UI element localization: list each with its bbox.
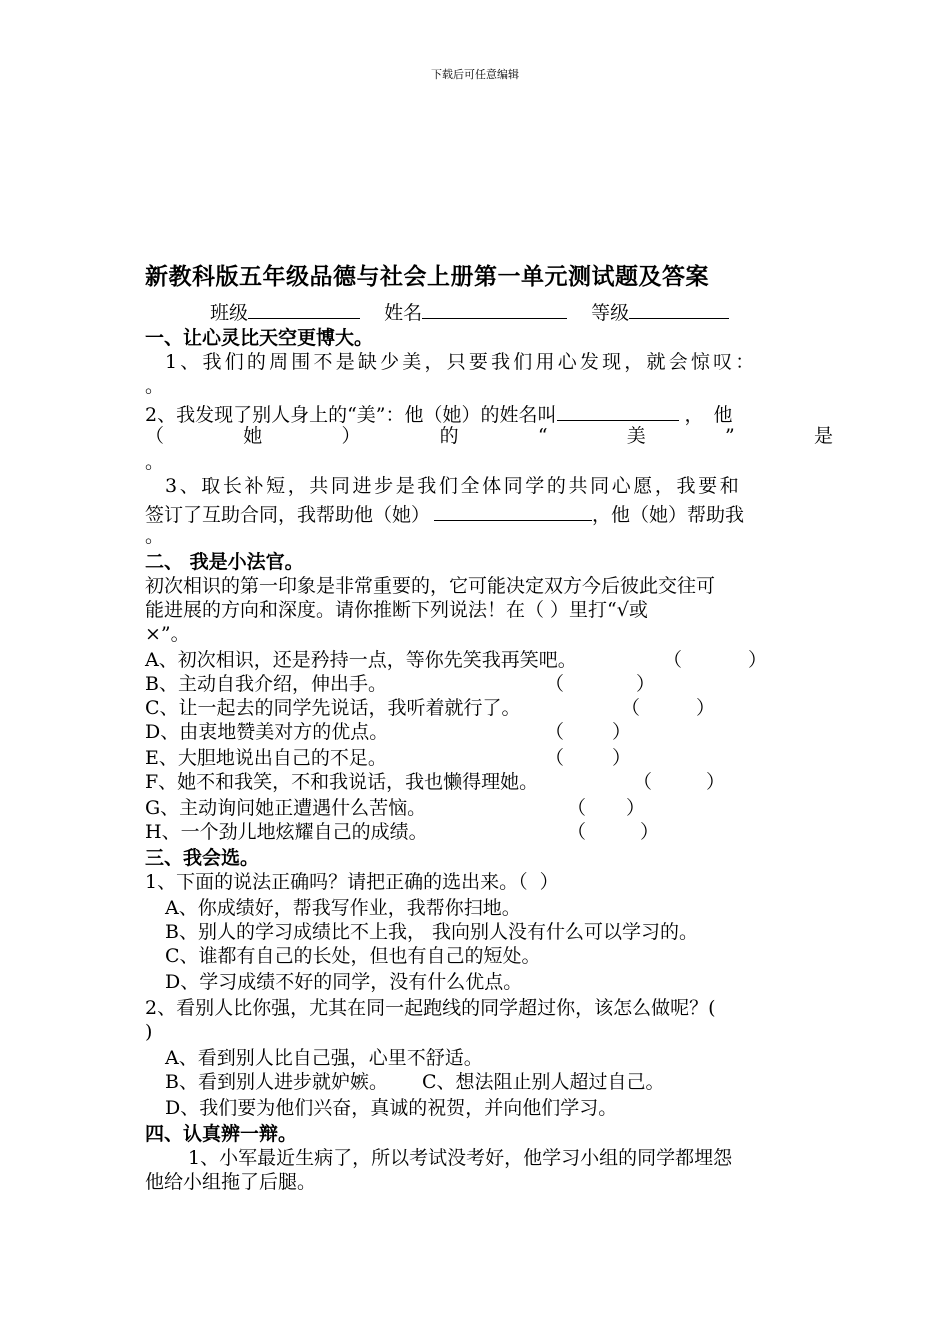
s2-intro2: 能进展的方向和深度。请你推断下列说法！在（ ）里打“√或 xyxy=(145,599,648,621)
s1-q3-blank[interactable] xyxy=(434,500,592,521)
s2-item xyxy=(145,648,768,672)
name-label: 姓名 xyxy=(384,302,423,324)
s2-item xyxy=(145,820,660,844)
s2-item-paren[interactable]: （ ） xyxy=(567,797,646,819)
s2-item xyxy=(145,672,656,696)
section4-heading: 四、认真辨一辩。 xyxy=(145,1123,298,1145)
s1-q2-char: 的 xyxy=(439,425,459,447)
s2-item-paren[interactable]: （ ） xyxy=(663,649,768,671)
s1-q2-char: 她 xyxy=(243,425,263,447)
s2-item-paren[interactable]: （ ） xyxy=(545,747,632,769)
s2-item-text: B、主动自我介绍，伸出手。 xyxy=(145,673,387,695)
s3-q2: 2、看别人比你强，尤其在同一起跑线的同学超过你，该怎么做呢？( xyxy=(145,997,716,1019)
s2-item-paren[interactable]: （ ） xyxy=(545,721,632,743)
s1-q2-char: 美 xyxy=(626,425,646,447)
s2-intro1: 初次相识的第一印象是非常重要的，它可能决定双方今后彼此交往可 xyxy=(145,575,716,597)
s3-q1-option: D、学习成绩不好的同学，没有什么优点。 xyxy=(165,971,523,993)
s2-item-text: G、主动询问她正遭遇什么苦恼。 xyxy=(145,797,427,819)
grade-blank[interactable] xyxy=(629,298,729,319)
s1-q2-char: （ xyxy=(145,425,165,447)
s2-item xyxy=(145,696,716,720)
section1-heading: 一、让心灵比天空更博大。 xyxy=(145,327,374,349)
s3-q2-option: D、我们要为他们兴奋，真诚的祝贺，并向他们学习。 xyxy=(165,1097,618,1119)
s1-q2-end: 。 xyxy=(145,451,165,473)
s2-item xyxy=(145,720,632,744)
document-title: 新教科版五年级品德与社会上册第一单元测试题及答案 xyxy=(145,264,709,290)
s2-item-text: E、大胆地说出自己的不足。 xyxy=(145,747,387,769)
s1-q2-char: ” xyxy=(725,425,735,447)
s1-q3-text: 签订了互助合同，我帮助他（她） xyxy=(145,504,431,526)
s1-q2-row xyxy=(145,424,833,448)
grade-label: 等级 xyxy=(591,302,630,324)
s2-item-text: F、她不和我笑，不和我说话，我也懒得理她。 xyxy=(145,771,539,793)
s2-item-paren[interactable]: （ ） xyxy=(633,771,726,793)
info-line xyxy=(210,298,729,325)
s3-q2-option: B、看到别人进步就妒嫉。 C、想法阻止别人超过自己。 xyxy=(165,1071,665,1093)
s4-q1: 1、小军最近生病了，所以考试没考好，他学习小组的同学都埋怨 xyxy=(188,1147,733,1169)
s1-q3: 3、取长补短，共同进步是我们全体同学的共同心愿，我要和 xyxy=(165,475,742,497)
s3-q1: 1、下面的说法正确吗？请把正确的选出来。（ ） xyxy=(145,871,559,893)
s1-q2-text: 2、我发现了别人身上的“美”：他（她）的姓名叫 xyxy=(145,404,557,426)
section2-heading: 二、 我是小法官。 xyxy=(145,551,304,573)
s2-item-paren[interactable]: （ ） xyxy=(621,697,716,719)
s2-item-text: C、让一起去的同学先说话，我听着就行了。 xyxy=(145,697,521,719)
class-blank[interactable] xyxy=(248,298,360,319)
s1-q2-tail: ，他 xyxy=(684,404,743,426)
class-label: 班级 xyxy=(210,302,249,324)
s2-item-text: H、一个劲儿地炫耀自己的成绩。 xyxy=(145,821,428,843)
s1-q2-char: ） xyxy=(341,425,361,447)
section3-heading: 三、我会选。 xyxy=(145,847,260,869)
s1-q3-end: 。 xyxy=(145,525,165,547)
s2-item-paren[interactable]: （ ） xyxy=(567,821,660,843)
s3-q1-option: C、谁都有自己的长处，但也有自己的短处。 xyxy=(165,945,541,967)
s2-item xyxy=(145,746,632,770)
s3-q2-option: A、看到别人比自己强，心里不舒适。 xyxy=(165,1047,483,1069)
s1-q2-char: “ xyxy=(537,425,548,447)
s2-intro3: ×”。 xyxy=(145,623,190,645)
s2-item xyxy=(145,770,726,794)
s2-item-text: D、由衷地赞美对方的优点。 xyxy=(145,721,389,743)
name-blank[interactable] xyxy=(422,298,567,319)
s4-q1-line2: 他给小组拖了后腿。 xyxy=(145,1171,317,1193)
s1-q2 xyxy=(145,400,743,427)
s3-q1-option: B、别人的学习成绩比不上我， 我向别人没有什么可以学习的。 xyxy=(165,921,699,943)
s1-q2-char: 是 xyxy=(813,425,833,447)
s3-q1-option: A、你成绩好，帮我写作业，我帮你扫地。 xyxy=(165,897,521,919)
s2-item xyxy=(145,796,646,820)
s1-q1: 1、我们的周围不是缺少美，只要我们用心发现，就会惊叹： xyxy=(165,351,758,373)
s1-q3-tail: ，他（她）帮助我 xyxy=(592,504,745,526)
s2-item-text: A、初次相识，还是矜持一点，等你先笑我再笑吧。 xyxy=(145,649,577,671)
s1-q3-line2 xyxy=(145,500,744,527)
s1-q1-end: 。 xyxy=(145,375,165,397)
s1-q2-blank[interactable] xyxy=(557,400,679,421)
s2-item-paren[interactable]: （ ） xyxy=(545,673,656,695)
s3-q2-end: ) xyxy=(145,1021,153,1043)
header-note: 下载后可任意编辑 xyxy=(431,68,519,81)
